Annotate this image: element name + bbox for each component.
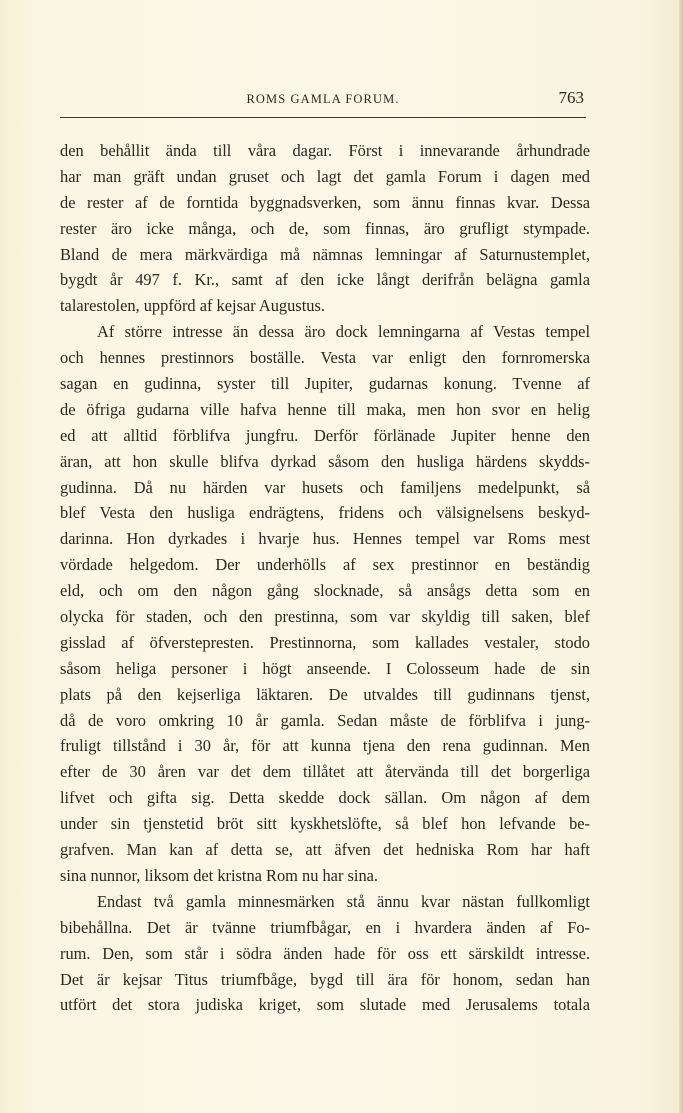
text-line: de öfriga gudarna ville hafva henne till maka, men hon svor en helig — [60, 399, 590, 419]
text-line: Af större intresse än dessa äro dock lemningarna af Vestas tempel — [97, 322, 590, 342]
text-line: äran, att hon skulle blifva dyrkad såsom den husliga härdens skydds- — [60, 451, 590, 471]
text-line: Endast två gamla minnesmärken stå ännu kvar nästan fullkomligt — [97, 891, 590, 911]
text-line: bygdt år 497 f. Kr., samt af den icke långt derifrån belägna gamla — [60, 270, 590, 290]
text-line: har man gräft undan gruset och lagt det gamla Forum i dagen med — [60, 166, 590, 186]
text-line: darinna. Hon dyrkades i hvarje hus. Hennes tempel var Roms mest — [60, 529, 590, 549]
text-line: eld, och om den någon gång slocknade, så ansågs detta som en — [60, 581, 590, 601]
text-line: sina nunnor, liksom det kristna Rom nu har sina. — [60, 865, 379, 885]
text-line: Det är kejsar Titus triumfbåge, bygd till ära för honom, sedan han — [60, 969, 590, 989]
text-line: och hennes prestinnors boställe. Vesta var enligt den fornromerska — [60, 348, 590, 368]
text-line: blef Vesta den husliga endrägtens, fridens och välsignelsens beskyd- — [60, 503, 590, 523]
text-line: talarestolen, uppförd af kejsar Augustus. — [60, 296, 325, 316]
text-line: sagan en gudinna, syster till Jupiter, gudarnas konung. Tvenne af — [60, 374, 590, 394]
page-number: 763 — [558, 88, 584, 107]
text-line: gisslad af öfverstepresten. Prestinnorna, som kallades vestaler, stodo — [60, 632, 590, 652]
body-text — [60, 138, 590, 1018]
text-line: efter de 30 åren var det dem tillåtet att återvända till det borgerliga — [60, 762, 590, 782]
text-line: grafven. Man kan af detta se, att äfven det hedniska Rom har haft — [60, 840, 590, 860]
text-line: vördade helgedom. Der underhölls af sex prestinnor en beständig — [60, 555, 590, 575]
text-line: den behållit ända till våra dagar. Först i innevarande århundrade — [60, 141, 590, 160]
text-line: olycka för staden, och den prestinna, som var skyldig till saken, blef — [60, 607, 590, 627]
page-edge — [679, 0, 683, 1113]
page-header — [60, 84, 586, 114]
text-line: utfört det stora judiska kriget, som slutade med Jerusalems totala — [60, 995, 590, 1015]
text-line: under sin tjenstetid bröt sitt kyskhetslöfte, så blef hon lefvande be- — [60, 814, 590, 834]
text-line: fruligt tillstånd i 30 år, för att kunna tjena den rena gudinnan. Men — [60, 736, 590, 756]
text-line: rester äro icke många, och de, som finnas, äro grufligt stympade. — [60, 218, 590, 238]
text-line: såsom heliga personer i högt anseende. I Colosseum hade de sin — [60, 658, 590, 678]
text-line: då de voro omkring 10 år gamla. Sedan måste de förblifva i jung- — [60, 710, 590, 730]
text-line: rum. Den, som står i södra änden hade för oss ett särskildt intresse. — [60, 943, 590, 963]
text-line: de rester af de forntida byggnadsverken, som ännu finnas kvar. Dessa — [60, 192, 590, 212]
text-line: bibehållna. Det är tvänne triumfbågar, en i hvardera änden af Fo- — [60, 917, 590, 937]
text-line: plats på den kejserliga läktaren. De utvaldes till gudinnans tjenst, — [60, 684, 590, 704]
text-line: ed att alltid förblifva jungfru. Derför förlänade Jupiter henne den — [60, 425, 590, 445]
header-rule — [60, 117, 586, 118]
running-head: ROMS GAMLA FORUM. — [246, 92, 400, 106]
text-line: lifvet och gifta sig. Detta skedde dock sällan. Om någon af dem — [60, 788, 590, 808]
text-line: gudinna. Då nu härden var husets och familjens medelpunkt, så — [60, 477, 590, 497]
text-line: Bland de mera märkvärdiga må nämnas lemningar af Saturnustemplet, — [60, 244, 590, 264]
